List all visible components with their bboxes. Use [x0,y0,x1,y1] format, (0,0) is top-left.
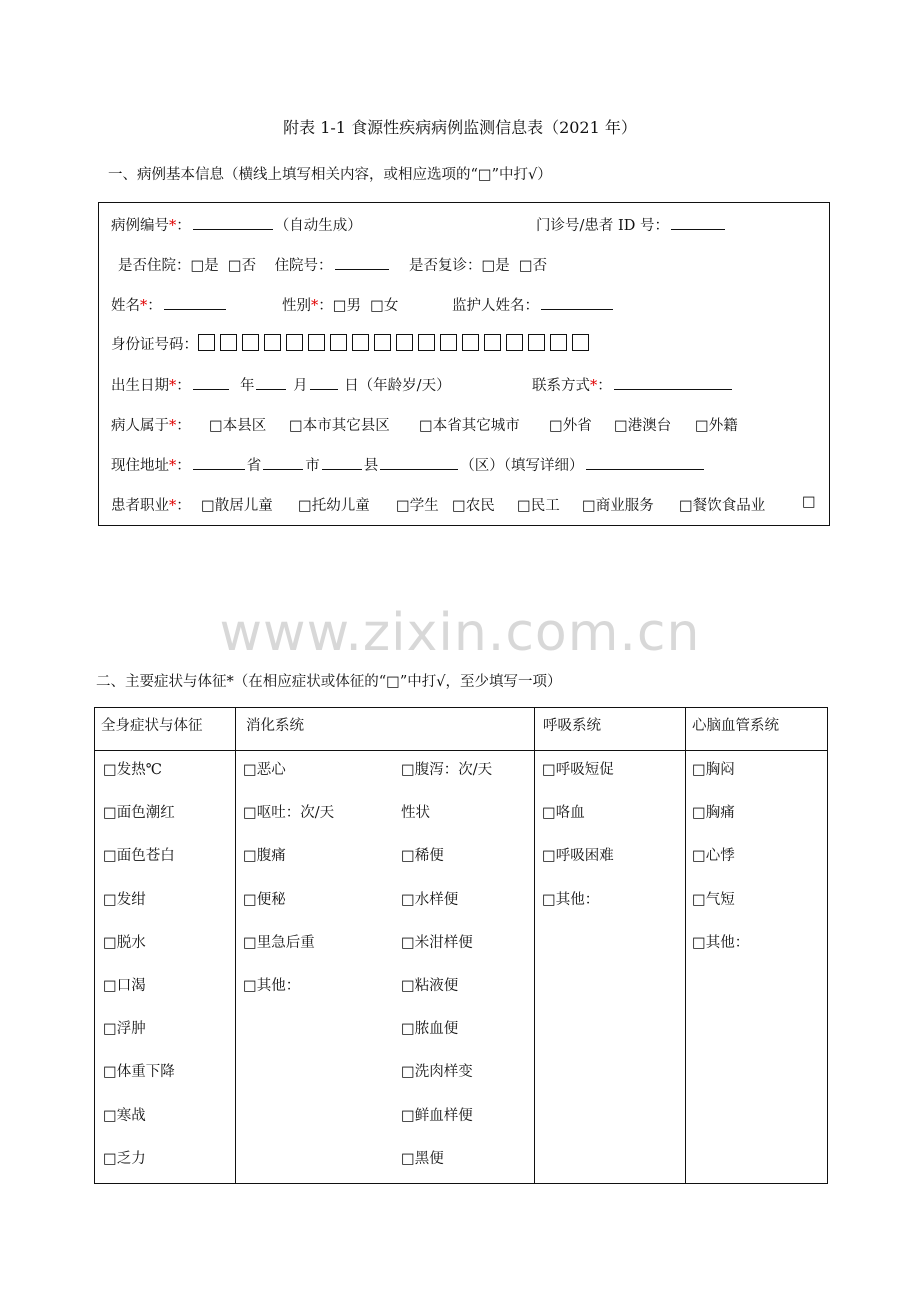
id-digit-box[interactable] [506,334,523,351]
col-header-general-text: 全身症状与体征 [101,718,203,734]
occupation-option-3[interactable]: □学生 [396,498,439,514]
colon: ： [318,298,333,314]
digestive-symptom-item[interactable]: □便秘 [243,891,286,908]
case-no-field[interactable] [193,215,273,230]
col-header-respiratory [535,708,686,751]
county-field[interactable] [322,455,362,470]
day-label: 日（年龄岁/天） [344,378,451,394]
revisit-no-checkbox[interactable]: □否 [518,258,548,274]
hospitalized-yes-checkbox[interactable]: □是 [190,258,219,274]
respiratory-symptom-item[interactable]: □呼吸短促 [542,762,614,778]
dob-label: 出生日期 [111,378,169,394]
district-field[interactable] [380,455,458,470]
name-row [111,294,228,315]
hospitalized-row [118,254,547,275]
id-digit-box[interactable] [198,334,215,351]
id-label: 身份证号码： [111,337,198,353]
digestive-symptom-item[interactable]: □米泔样便 [401,934,473,951]
required-mark: * [590,378,598,394]
id-digit-box[interactable] [352,334,369,351]
required-mark: * [169,458,177,474]
case-no-row [111,214,362,235]
watermark: www.zixin.com.cn [219,603,701,663]
col-header-general [95,708,236,751]
belong-option-3[interactable]: □本省其它城市 [419,418,520,434]
id-digit-box[interactable] [308,334,325,351]
section1-heading: 一、病例基本信息（横线上填写相关内容，或相应选项的“□”中打√） [108,167,552,183]
digestive-symptom-item[interactable]: □恶心 [243,762,286,778]
province-field[interactable] [193,455,245,470]
id-digit-box[interactable] [242,334,259,351]
cardio-symptom-item[interactable]: □胸痛 [692,805,735,822]
digestive-symptom-item[interactable]: □腹泻：次/天 [401,762,493,778]
general-symptom-item[interactable]: □乏力 [103,1150,146,1167]
respiratory-symptom-item[interactable]: □咯血 [542,805,585,822]
revisit-yes-checkbox[interactable]: □是 [481,258,510,274]
general-symptom-item[interactable]: □发热℃ [103,762,162,778]
hospitalized-label: 是否住院： [118,258,191,274]
id-digit-box[interactable] [220,334,237,351]
id-digit-box[interactable] [264,334,281,351]
id-digit-box[interactable] [286,334,303,351]
col-header-digestive-text: 消化系统 [246,718,304,734]
contact-field[interactable] [614,375,732,390]
colon: ： [597,378,612,394]
digestive-symptom-item[interactable]: □粘液便 [401,978,459,994]
colon: ： [176,418,191,434]
general-symptom-item[interactable]: □浮肿 [103,1021,146,1038]
digestive-symptom-item[interactable]: □其他： [243,978,301,994]
city-field[interactable] [263,455,303,470]
id-digit-box[interactable] [462,334,479,351]
general-symptom-item[interactable]: □体重下降 [103,1064,175,1081]
occupation-label-wrap [111,494,191,515]
guardian-label: 监护人姓名： [452,298,539,314]
admission-no-field[interactable] [335,255,389,270]
general-symptom-item[interactable]: □寒战 [103,1107,146,1124]
required-mark: * [311,298,319,314]
occupation-option-8[interactable]: □ [802,494,816,510]
case-no-note: （自动生成） [274,218,362,234]
occupation-option-5[interactable]: □民工 [517,498,560,514]
belong-option-2[interactable]: □本市其它县区 [289,418,390,434]
gender-row [282,294,398,315]
cardio-symptom-item[interactable]: □其他： [692,934,750,951]
digestive-symptom-item[interactable]: □腹痛 [243,848,286,865]
contact-label: 联系方式 [532,378,590,394]
cardio-symptom-item[interactable]: □胸闷 [692,762,735,778]
required-mark: * [169,498,177,514]
digestive-symptom-item[interactable]: □水样便 [401,891,459,908]
required-mark: * [169,418,177,434]
respiratory-symptom-item[interactable]: □呼吸困难 [542,848,614,865]
col-header-cardio-text: 心脑血管系统 [692,718,779,734]
id-digit-box[interactable] [484,334,501,351]
dob-year-field[interactable] [193,375,229,390]
general-symptom-item[interactable]: □口渴 [103,978,146,994]
id-digit-box[interactable] [528,334,545,351]
guardian-row [452,294,615,315]
belong-option-4[interactable]: □外省 [549,418,592,434]
general-symptom-item[interactable]: □面色潮红 [103,805,175,822]
hospitalized-no-checkbox[interactable]: □否 [227,258,257,274]
belong-option-5[interactable]: □港澳台 [614,418,672,434]
belong-option-1[interactable]: □本县区 [209,418,267,434]
colon: ： [176,458,191,474]
occupation-option-7[interactable]: □餐饮食品业 [679,498,766,514]
female-checkbox[interactable]: □女 [370,298,399,314]
digestive-symptom-item[interactable]: □黑便 [401,1150,444,1167]
belong-label-wrap [111,414,191,435]
colon: ： [147,298,162,314]
digestive-symptom-item: 性状 [401,805,430,822]
required-mark: * [140,298,148,314]
county-label: 县 [363,458,379,474]
respiratory-symptom-item[interactable]: □其他： [542,891,600,908]
form-title: 附表 1-1 食源性疾病病例监测信息表（2021 年） [283,118,637,137]
admission-no-label: 住院号： [274,258,333,274]
case-no-label: 病例编号 [111,218,169,234]
occupation-option-2[interactable]: □托幼儿童 [298,498,370,514]
id-number-boxes[interactable] [198,337,594,353]
id-digit-box[interactable] [374,334,391,351]
contact-row [532,374,734,395]
clinic-id-row [536,214,727,235]
address-row [111,454,706,475]
revisit-label: 是否复诊： [409,258,482,274]
colon: ： [176,498,191,514]
cardio-symptom-item[interactable]: □气短 [692,891,735,908]
general-symptom-item[interactable]: □面色苍白 [103,848,175,865]
occupation-option-4[interactable]: □农民 [452,498,495,514]
digestive-symptom-item[interactable]: □脓血便 [401,1021,459,1038]
year-label: 年 [239,378,255,394]
guardian-field[interactable] [541,295,613,310]
required-mark: * [169,378,177,394]
digestive-symptom-item[interactable]: □里急后重 [243,934,315,951]
id-digit-box[interactable] [572,334,589,351]
gender-label: 性别 [282,298,311,314]
clinic-id-field[interactable] [671,215,725,230]
belong-label: 病人属于 [111,418,169,434]
name-label: 姓名 [111,298,140,314]
section2-heading: 二、主要症状与体征*（在相应症状或体征的“□”中打√，至少填写一项） [96,674,562,690]
dob-row [111,374,451,395]
id-digit-box[interactable] [550,334,567,351]
col-header-digestive [236,708,535,751]
id-row [111,333,594,354]
colon: ： [176,378,191,394]
occupation-option-1[interactable]: □散居儿童 [201,498,273,514]
required-mark: * [169,218,177,234]
district-note: （区）（填写详细） [460,458,584,474]
male-checkbox[interactable]: □男 [332,298,361,314]
name-field[interactable] [164,295,226,310]
id-digit-box[interactable] [396,334,413,351]
id-digit-box[interactable] [440,334,457,351]
province-label: 省 [246,458,262,474]
general-symptom-item[interactable]: □脱水 [103,934,146,951]
digestive-symptom-item[interactable]: □呕吐：次/天 [243,805,335,822]
cardio-symptom-item[interactable]: □心悸 [692,848,735,865]
basic-info-box [98,202,830,526]
col-header-respiratory-text: 呼吸系统 [543,718,601,734]
colon: ： [176,218,191,234]
city-label: 市 [305,458,320,474]
address-label: 现住地址 [111,458,169,474]
address-detail-field[interactable] [586,455,704,470]
digestive-symptom-item[interactable]: □洗肉样变 [401,1064,473,1081]
occupation-option-6[interactable]: □商业服务 [582,498,654,514]
id-digit-box[interactable] [418,334,435,351]
digestive-symptom-item[interactable]: □稀便 [401,848,444,865]
dob-month-field[interactable] [256,375,286,390]
month-label: 月 [293,378,308,394]
digestive-symptom-item[interactable]: □鲜血样便 [401,1107,473,1124]
occupation-label: 患者职业 [111,498,169,514]
id-digit-box[interactable] [330,334,347,351]
col-header-cardio [686,708,828,751]
dob-day-field[interactable] [310,375,338,390]
belong-option-6[interactable]: □外籍 [695,418,738,434]
general-symptom-item[interactable]: □发绀 [103,891,146,908]
clinic-id-label: 门诊号/患者 ID 号： [536,218,669,234]
